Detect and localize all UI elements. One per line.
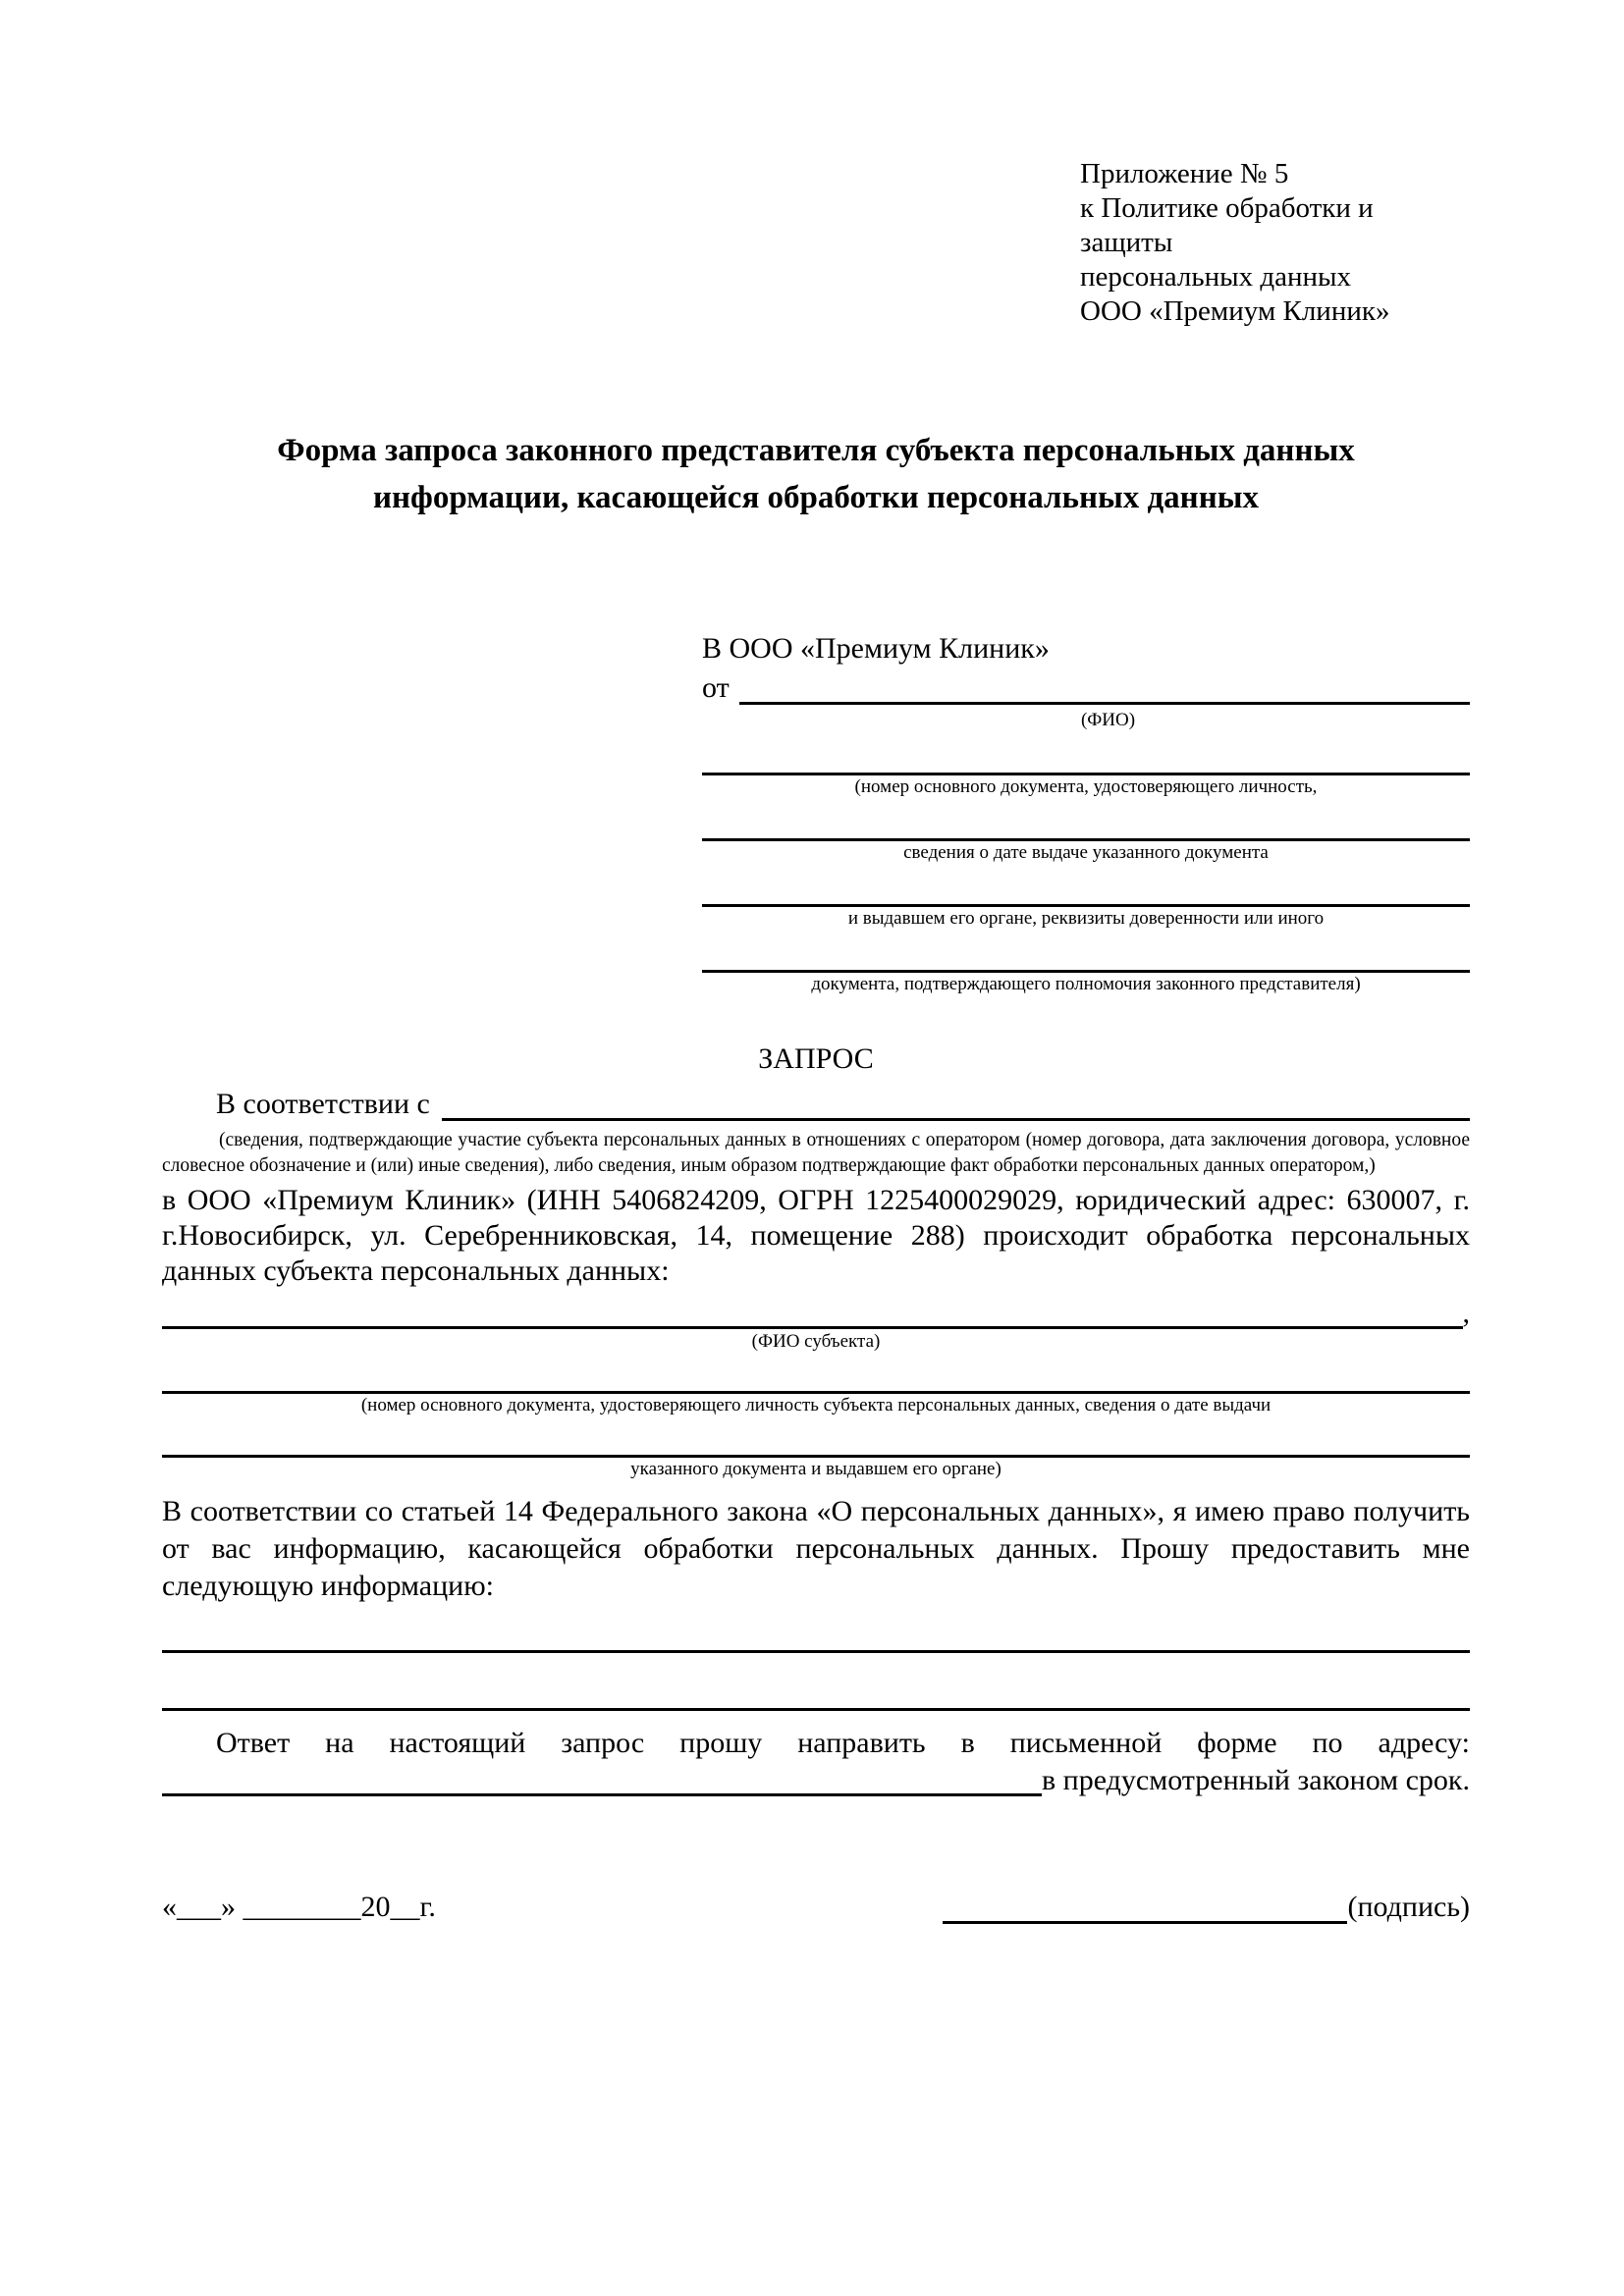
intro-label: В соответствии с <box>216 1088 430 1120</box>
date-line: «___» ________20__г. <box>162 1891 436 1923</box>
law-paragraph: В соответствии со статьей 14 Федерального закона «О персональных данных», я имею право получить от вас информацию, касающейся обработки персональных данных. Прошу предоставить мне следующую информацию: <box>162 1495 1470 1602</box>
subject-fio-row <box>162 1297 1470 1330</box>
representative-doc-blank-line-3 <box>702 865 1470 907</box>
fio-caption: (ФИО) <box>1080 710 1136 730</box>
signature-caption: (подпись) <box>1347 1891 1470 1923</box>
footer-row <box>162 1888 1470 1927</box>
answer-address-blank-line <box>162 1762 1042 1796</box>
subject-fio-comma: , <box>1462 1297 1470 1329</box>
subject-doc-caption-1: (номер основного документа, удостоверяющего личность субъекта персональных данных, сведения о дате выдачи <box>360 1395 1272 1415</box>
operator-paragraph: в ООО «Премиум Клиник» (ИНН 5406824209, ОГРН 1225400029029, юридический адрес: 630007, г. г.Новосибирск, ул. Серебренниковская, 14, помещение 288) происходит обработка персональных данных субъекта персональных данных: <box>162 1184 1470 1287</box>
subject-doc-caption-2: указанного документа и выдавшем его органе) <box>630 1459 1001 1479</box>
subject-fio-caption: (ФИО субъекта) <box>751 1331 881 1352</box>
representative-doc-caption-3: и выдавшем его органе, реквизиты доверенности или иного <box>847 908 1325 929</box>
representative-doc-caption-2: сведения о дате выдаче указанного документа <box>903 842 1269 863</box>
document-title-line-2: информации, касающейся обработки персональных данных <box>373 480 1259 515</box>
annotation-line: ООО «Премиум Клиник» <box>1080 295 1390 327</box>
subject-doc-blank-line-2 <box>162 1425 1470 1458</box>
appendix-annotation <box>1080 157 1470 329</box>
document-title <box>162 427 1470 521</box>
annotation-line: к Политике обработки и защиты <box>1080 192 1374 258</box>
annotation-line: Приложение № 5 <box>1080 158 1289 189</box>
relation-info-blank-line <box>442 1085 1470 1121</box>
answer-paragraph-line-1: Ответ на настоящий запрос прошу направить в письменной форме по адресу: <box>216 1727 1470 1759</box>
signature-blank-line <box>943 1888 1347 1924</box>
requested-info-blank-line-2 <box>162 1708 1470 1711</box>
subject-doc-blank-line-1 <box>162 1362 1470 1394</box>
subject-fio-blank-line <box>162 1297 1463 1329</box>
requested-info-blank-line-1 <box>162 1650 1470 1653</box>
answer-address-row <box>162 1762 1470 1799</box>
addressee-block <box>702 629 1470 996</box>
request-heading: ЗАПРОС <box>758 1042 874 1075</box>
representative-doc-blank-line-1 <box>702 733 1470 775</box>
representative-doc-caption-4: документа, подтверждающего полномочия законного представителя) <box>811 974 1361 994</box>
representative-doc-blank-line-4 <box>702 931 1470 973</box>
representative-doc-caption-1: (номер основного документа, удостоверяющего личность, <box>854 776 1318 797</box>
from-row <box>702 668 1470 708</box>
intro-row <box>162 1085 1470 1124</box>
document-title-line-1: Форма запроса законного представителя субъекта персональных данных <box>277 433 1355 468</box>
addressee-organization: В ООО «Премиум Клиник» <box>702 632 1050 665</box>
annotation-line: персональных данных <box>1080 261 1352 293</box>
answer-paragraph-tail: в предусмотренный законом срок. <box>1042 1764 1470 1796</box>
intro-caption: (сведения, подтверждающие участие субъекта персональных данных в отношениях с оператором (номер договора, дата заключения договора, условное словесное обозначение и (или) иные сведения), либо сведения, иным образом подтверждающие факт обработки персональных данных оператором,) <box>162 1130 1470 1176</box>
representative-doc-blank-line-2 <box>702 799 1470 841</box>
representative-fio-blank-line <box>739 668 1470 705</box>
from-label: от <box>702 671 730 704</box>
signature-group <box>943 1888 1470 1927</box>
